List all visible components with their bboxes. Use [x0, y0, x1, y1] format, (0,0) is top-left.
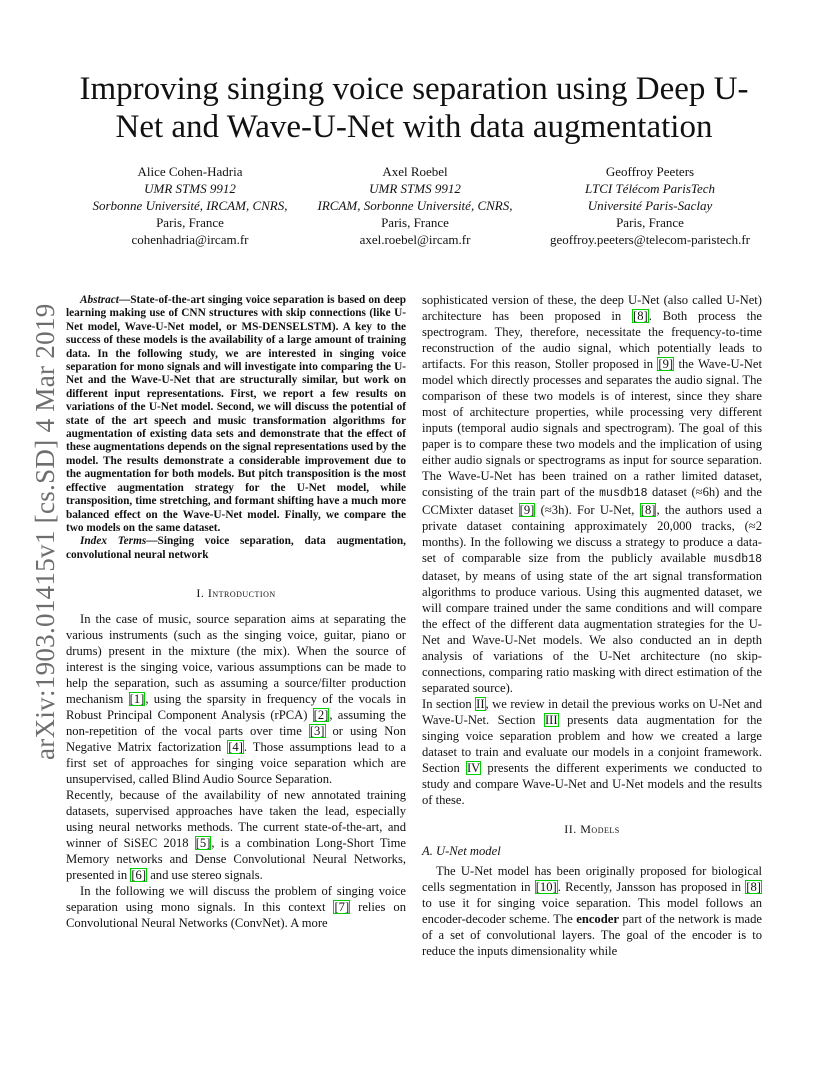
subsection-heading-unet: A. U-Net model	[422, 844, 501, 858]
text-run: and use stereo signals.	[147, 868, 263, 883]
section-link[interactable]: III	[544, 713, 558, 727]
section-link[interactable]: IV	[466, 761, 481, 775]
intro-paragraph	[66, 883, 406, 931]
author-2	[295, 163, 535, 248]
left-column	[66, 294, 406, 931]
text-run: presents the different experiments we conducted to study and compare Wave-U-Net and U-Net models and the results of these.	[422, 761, 762, 807]
text-run: , we review in detail the previous works on U-Net and Wave-U-Net. Section	[422, 697, 763, 727]
author-name: Axel Roebel	[382, 164, 448, 179]
text-run: . Both process the spectrogram. They, therefore, necessitate the frequency-to-time reconstruction of the audio signal, which potentially leads to artifacts. For this reason, Stoller proposed in	[422, 309, 762, 371]
text-run: sophisticated version of these, the deep U-Net (also called U-Net) architecture has been proposed in	[422, 293, 762, 323]
citation-link[interactable]: [8]	[633, 309, 648, 323]
text-run: , is a combination Long-Short Time Memory networks and Dense Convolutional Neural Networks, presented in	[66, 836, 407, 883]
right-column	[422, 292, 762, 959]
text-run: dataset (≈6h) and the CCMixter dataset	[422, 485, 762, 517]
abstract	[66, 294, 406, 535]
intro-paragraph	[422, 292, 762, 696]
section-heading-models: II. Models	[564, 822, 620, 836]
citation-link[interactable]: [2]	[313, 708, 329, 723]
text-run: In the following we will discuss the problem of singing voice separation using mono signals. In this context	[66, 884, 406, 915]
text-run: , assuming the non-repetition of the vocal parts over time	[66, 708, 406, 739]
text-run: , using the sparsity in frequency of the vocals in Robust Principal Component Analysis (rPCA)	[66, 692, 406, 723]
author-affiliation: IRCAM, Sorbonne Université, CNRS,	[317, 198, 513, 213]
section-heading-introduction: I. Introduction	[196, 586, 276, 601]
text-run: the Wave-U-Net model which directly processes and separates the audio signal. The comparison of these two models is of interest, since they share most of architecture properties, while processing very different inputs (temporal audio signals and spectrogram). The goal of this paper is to compare these two models and the implication of using either audio signals or spectrograms as input for source separation. The Wave-U-Net has been trained on a rather limited dataset, consisting of the train part of the	[422, 357, 762, 499]
author-affiliation: Sorbonne Université, IRCAM, CNRS,	[92, 198, 288, 213]
citation-link[interactable]: [8]	[640, 503, 656, 517]
text-run: . Recently, Jansson has proposed in	[557, 880, 746, 894]
author-name: Geoffroy Peeters	[605, 164, 695, 179]
author-affiliation: Université Paris-Saclay	[587, 198, 713, 213]
author-lab: UMR STMS 9912	[369, 181, 461, 196]
intro-paragraph	[66, 787, 406, 883]
arxiv-identifier: arXiv:1903.01415v1 [cs.SD] 4 Mar 2019	[30, 303, 60, 760]
text-run: presents data augmentation for the singing voice separation problem and how we created a large dataset to train and evaluate our models in a conjoint framework. Section	[422, 713, 762, 775]
author-city: Paris, France	[381, 215, 449, 230]
citation-link[interactable]: [3]	[309, 724, 325, 739]
text-run: to use it for singing voice separation. This model follows an encoder-decoder scheme. The	[422, 896, 762, 926]
text-run: part of the network is made of a set of convolutional layers. The goal of the encoder is to reduce the inputs dimensionality while	[422, 912, 762, 958]
author-email: axel.roebel@ircam.fr	[359, 232, 471, 247]
author-3	[520, 163, 780, 248]
text-run: , the authors used a private dataset containing approximately 20,000 tracks, (≈2 months). In the following we discuss a strategy to produce a data-set of comparable size from the publicly available	[422, 503, 762, 565]
text-run: The U-Net model has been originally proposed for biological cells segmentation in	[422, 864, 762, 894]
citation-link[interactable]: [1]	[129, 692, 145, 707]
citation-link[interactable]: [8]	[746, 880, 761, 894]
citation-link[interactable]: [10]	[535, 880, 557, 894]
citation-link[interactable]: [4]	[228, 740, 243, 755]
index-terms-label: Index Terms	[80, 535, 147, 548]
dataset-name: musdb18	[599, 487, 648, 500]
citation-link[interactable]: [7]	[334, 900, 350, 915]
citation-link[interactable]: [6]	[131, 868, 147, 883]
index-terms	[66, 535, 406, 562]
author-lab: LTCI Télécom ParisTech	[585, 181, 715, 196]
author-city: Paris, France	[156, 215, 224, 230]
index-terms-text: —Singing voice separation, data augmentation, convolutional neural network	[66, 535, 406, 561]
text-run: In the case of music, source separation aims at separating the various instruments (such as the singing voice, guitar, piano or drums) present in the mixture (the mix). When the source of interest is the singing voice, various assumptions can be made to help the separation, such as assuming a source/filter production mechanism	[66, 612, 406, 707]
text-run: or using Non Negative Matrix factorization	[66, 724, 406, 755]
emphasis-term: encoder	[576, 912, 619, 926]
citation-link[interactable]: [5]	[195, 836, 211, 851]
author-city: Paris, France	[616, 215, 684, 230]
text-run: relies on Convolutional Neural Networks (ConvNet). A more	[66, 900, 406, 931]
intro-paragraph	[66, 611, 406, 787]
author-email: cohenhadria@ircam.fr	[131, 232, 249, 247]
author-name: Alice Cohen-Hadria	[137, 164, 243, 179]
text-run: dataset, by means of using state of the art signal transformation algorithms to produce various. Using this augmented dataset, we will compare trained under the same conditions and will compare the effect of the different data augmentation strategies for the U-Net and Wave-U-Net models. We also conducted an in depth analysis of variations of the U-Net architecture (no skip-connections, comparing ratio masking with direct estimation of the separated source).	[422, 569, 762, 695]
text-run: . Those assumptions lead to a first set of approaches for singing voice separation which are unsupervised, called Blind Audio Source Separation.	[66, 740, 406, 787]
text-run: In section	[422, 697, 476, 711]
intro-paragraph	[422, 696, 762, 808]
abstract-text: —State-of-the-art singing voice separation is based on deep learning making use of CNN structures with skip connections (like U-Net model, Wave-U-Net model, or MS-DENSELSTM). A key to the success of these models is the availability of a large amount of training data. In the following study, we are interested in singing voice separation for mono signals and will investigate into comparing the U-Net and the Wave-U-Net that are structurally similar, but work on different input representations. First, we report a few results on variations of the U-Net model. Second, we will discuss the potential of state of the art speech and music transformation algorithms for augmentation of existing data sets and demonstrate that the effect of these augmentations depends on the signal representations used by the model. The results demonstrate a considerable improvement due to the augmentation for both models. But pitch transposition is the most effective augmentation strategy for the U-Net model, while transposition, time stretching, and formant shifting have a much more balanced effect on the Wave-U-Net model. Finally, we compare the two models on the same dataset.	[66, 294, 406, 534]
citation-link[interactable]: [9]	[658, 357, 674, 371]
models-paragraph	[422, 863, 762, 959]
author-1	[70, 163, 310, 248]
dataset-name: musdb18	[713, 553, 762, 566]
text-run: Recently, because of the availability of new annotated training datasets, supervised approaches have taken the lead, especially using neural networks methods. The current state-of-the-art, and winner of SiSEC 2018	[66, 788, 406, 851]
abstract-label: Abstract	[80, 294, 119, 306]
author-lab: UMR STMS 9912	[144, 181, 236, 196]
paper-title: Improving singing voice separation using Deep U-Net and Wave-U-Net with data augmentation	[79, 71, 749, 145]
author-email: geoffroy.peeters@telecom-paristech.fr	[549, 232, 750, 247]
citation-link[interactable]: [9]	[519, 503, 535, 517]
text-run: (≈3h). For U-Net,	[535, 503, 640, 517]
section-link[interactable]: II	[476, 697, 485, 711]
